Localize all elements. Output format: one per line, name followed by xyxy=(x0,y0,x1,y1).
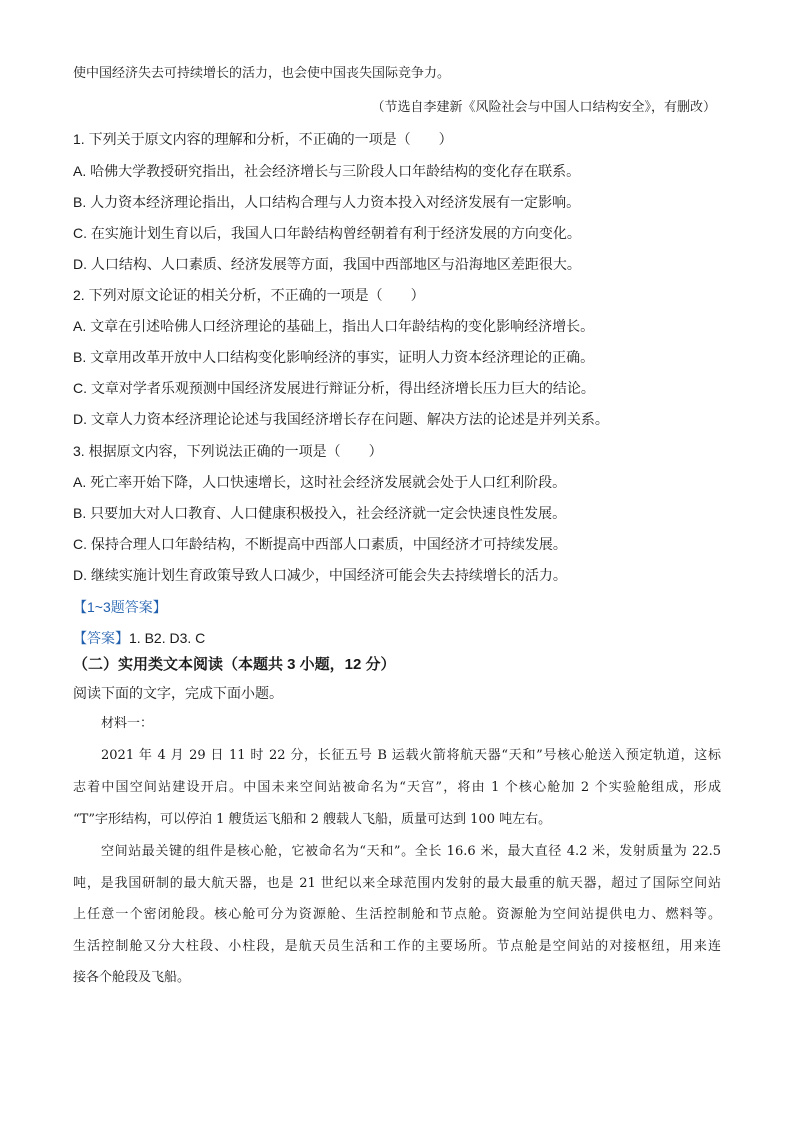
material-line-4: 空间站最关键的组件是核心舱，它被命名为“天和”。全长 16.6 米，最大直径 4.2 米，发射质量为 22.5 xyxy=(101,844,721,859)
section-title: （二）实用类文本阅读（本题共 3 小题，12 分） xyxy=(73,656,396,673)
answer-line xyxy=(73,628,205,648)
question-2-option-a: A. 文章在引述哈佛人口经济理论的基础上，指出人口年龄结构的变化影响经济增长。 xyxy=(73,318,595,334)
question-1-option-d: D. 人口结构、人口素质、经济发展等方面，我国中西部地区与沿海地区差距很大。 xyxy=(73,256,581,272)
source-note: （节选自李建新《风险社会与中国人口结构安全》，有删改） xyxy=(371,100,716,115)
material-line-6: 上任意一个密闭舱段。核心舱可分为资源舱、生活控制舱和节点舱。资源舱为空间站提供电力、燃料等。 xyxy=(73,907,721,922)
section-instruction: 阅读下面的文字，完成下面小题。 xyxy=(73,685,283,701)
answer-label: 【答案】 xyxy=(73,630,129,646)
question-2-option-b: B. 文章用改革开放中人口结构变化影响经济的事实，证明人力资本经济理论的正确。 xyxy=(73,349,595,365)
material-label: 材料一： xyxy=(101,716,154,731)
question-3-option-b: B. 只要加大对人口教育、人口健康积极投入，社会经济就一定会快速良性发展。 xyxy=(73,505,567,521)
answer-value: 1. B2. D3. C xyxy=(129,630,206,646)
question-3-option-a: A. 死亡率开始下降，人口快速增长，这时社会经济发展就会处于人口红利阶段。 xyxy=(73,474,567,490)
material-line-1: 2021 年 4 月 29 日 11 时 22 分，长征五号 B 运载火箭将航天器“天和”号核心舱送入预定轨道，这标 xyxy=(101,748,721,763)
question-1-option-a: A. 哈佛大学教授研究指出，社会经济增长与三阶段人口年龄结构的变化存在联系。 xyxy=(73,163,581,179)
question-3-option-d: D. 继续实施计划生育政策导致人口减少，中国经济可能会失去持续增长的活力。 xyxy=(73,567,567,583)
question-3-stem: 3. 根据原文内容，下列说法正确的一项是（ ） xyxy=(73,443,383,459)
question-1-option-b: B. 人力资本经济理论指出，人口结构合理与人力资本投入对经济发展有一定影响。 xyxy=(73,194,581,210)
passage-tail: 使中国经济失去可持续增长的活力，也会使中国丧失国际竞争力。 xyxy=(73,66,451,81)
question-1-option-c: C. 在实施计划生育以后，我国人口年龄结构曾经朝着有利于经济发展的方向变化。 xyxy=(73,225,581,241)
material-line-7: 生活控制舱又分大柱段、小柱段，是航天员生活和工作的主要场所。节点舱是空间站的对接枢纽，用来连 xyxy=(73,939,721,954)
question-2-stem: 2. 下列对原文论证的相关分析，不正确的一项是（ ） xyxy=(73,287,425,303)
material-line-5: 吨，是我国研制的最大航天器，也是 21 世纪以来全球范围内发射的最大最重的航天器，超过了国际空间站 xyxy=(73,876,721,891)
material-line-2: 志着中国空间站建设开启。中国未来空间站被命名为“天宫”，将由 1 个核心舱加 2 个实验舱组成，形成 xyxy=(73,780,721,795)
answer-header: 【1~3题答案】 xyxy=(73,599,167,615)
question-3-option-c: C. 保持合理人口年龄结构，不断提高中西部人口素质，中国经济才可持续发展。 xyxy=(73,536,567,552)
material-line-8: 接各个舱段及飞船。 xyxy=(73,970,191,985)
material-line-3: “T”字形结构，可以停泊 1 艘货运飞船和 2 艘载人飞船，质量可达到 100 吨左右。 xyxy=(73,812,552,827)
question-2-option-c: C. 文章对学者乐观预测中国经济发展进行辩证分析，得出经济增长压力巨大的结论。 xyxy=(73,380,595,396)
question-2-option-d: D. 文章人力资本经济理论论述与我国经济增长存在问题、解决方法的论述是并列关系。 xyxy=(73,411,609,427)
question-1-stem: 1. 下列关于原文内容的理解和分析，不正确的一项是（ ） xyxy=(73,131,453,147)
